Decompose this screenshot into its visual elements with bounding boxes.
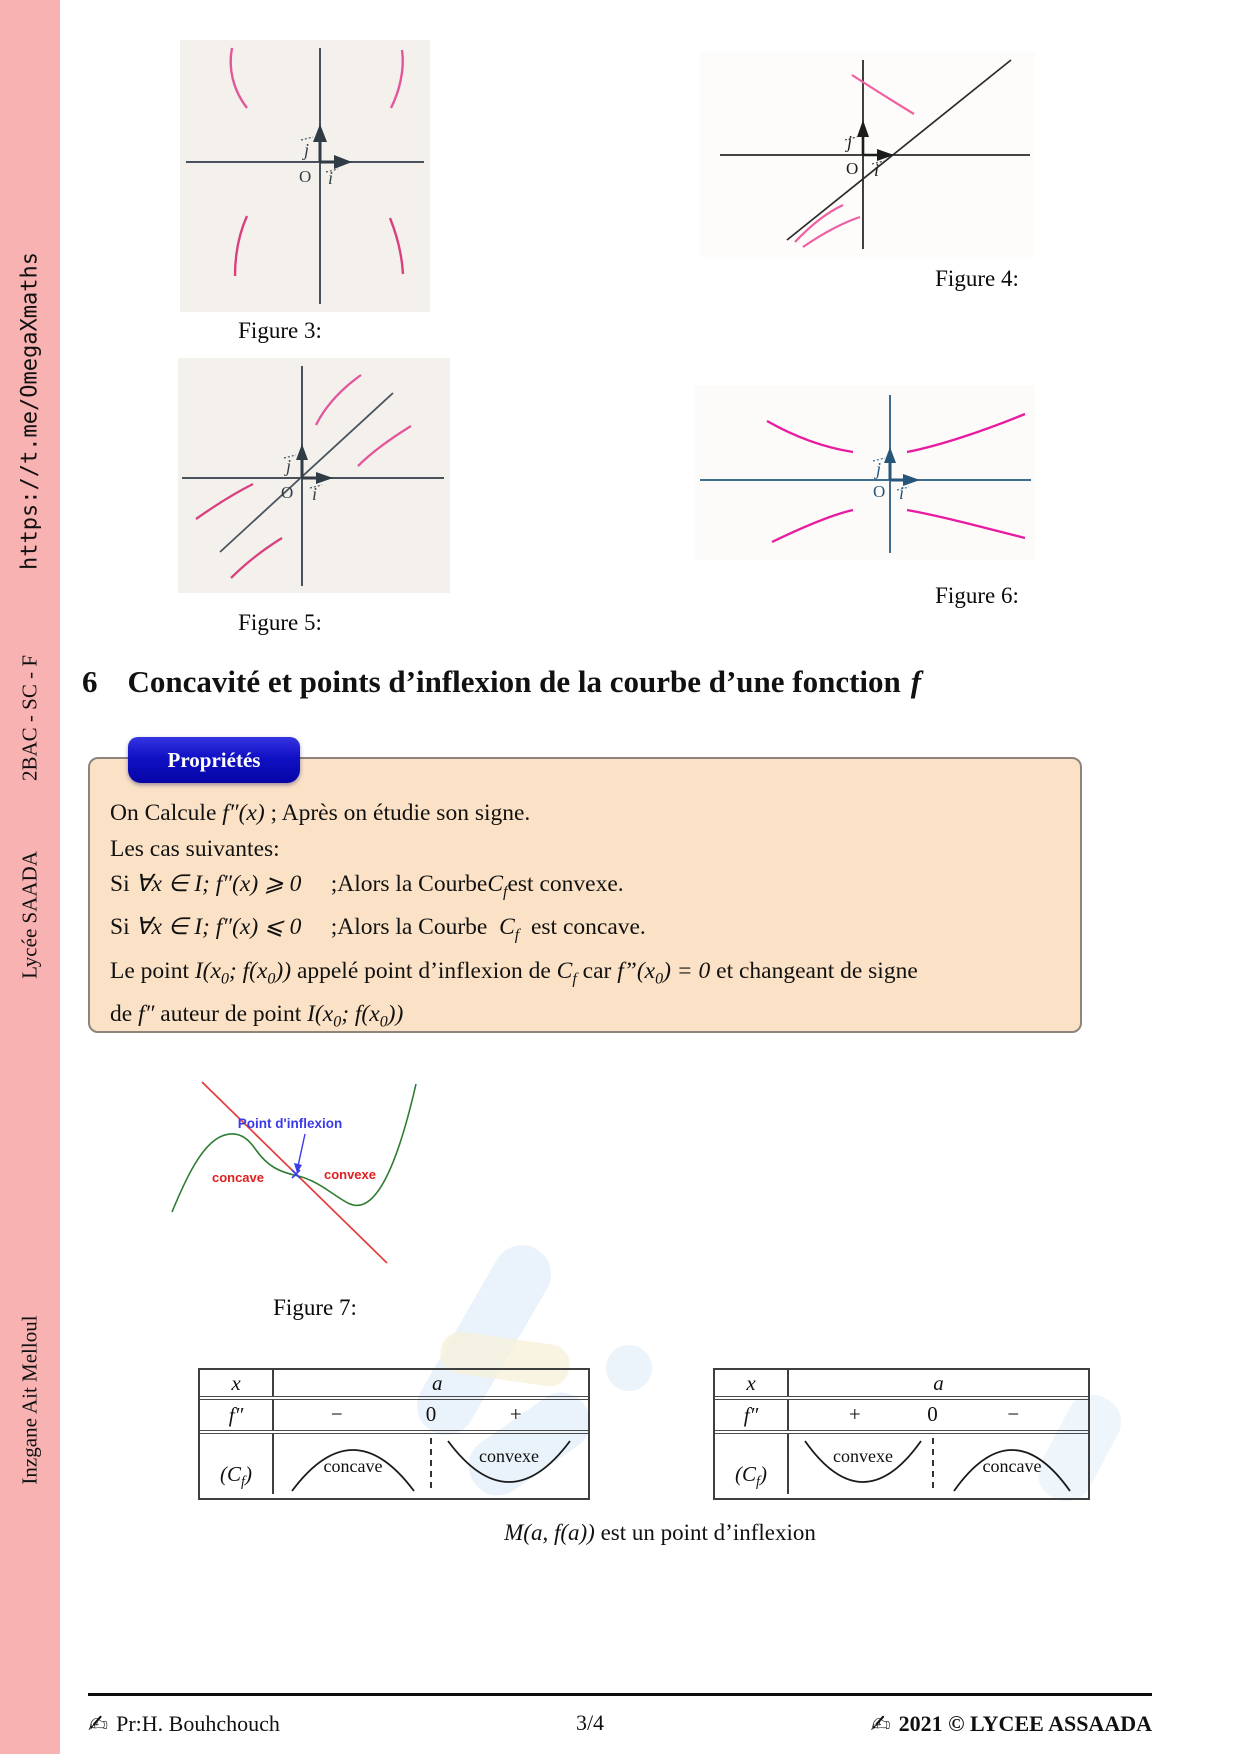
sign-zero: 0 bbox=[927, 1402, 938, 1426]
table-curve-header: $(C_f)$ bbox=[715, 1434, 789, 1494]
properties-line-1: On Calcule f″(x) ; Après on étudie son signe. bbox=[110, 800, 531, 826]
sidebar-class-info: 2BAC - SC - F bbox=[17, 654, 42, 782]
figure-4-caption: Figure 4: bbox=[935, 266, 1019, 291]
table-var-header: x bbox=[200, 1370, 274, 1396]
origin-label: O bbox=[873, 482, 886, 501]
properties-line-5: Le point $I(x_0$; $f(x_0)$) appelé point d’inflexion de $C_f$ car $f”(x_0) = 0$ et changeant de signe bbox=[110, 957, 918, 988]
figure-6-caption: Figure 6: bbox=[935, 583, 1019, 608]
j-axis-label: j bbox=[876, 459, 882, 479]
figure-5-plot bbox=[178, 358, 450, 593]
table-dashed-separator bbox=[430, 1438, 432, 1488]
table-var-header: x bbox=[715, 1370, 789, 1396]
sidebar-school-name: Lycée SAADA bbox=[17, 851, 42, 979]
sign-minus: − bbox=[330, 1402, 343, 1426]
section-title-math-f: f bbox=[910, 664, 922, 699]
pen-icon: ✍ bbox=[88, 1710, 109, 1738]
section-title: Concavité et points d’inflexion de la courbe d’une fonction bbox=[127, 664, 901, 699]
sidebar-city-name: Inzgane Ait Melloul bbox=[17, 1315, 42, 1485]
sign-minus: − bbox=[1007, 1402, 1020, 1426]
table-dashed-separator bbox=[932, 1438, 934, 1488]
figure-5-caption: Figure 5: bbox=[238, 610, 322, 635]
arc-label: concave bbox=[323, 1456, 383, 1476]
i-axis-label: i bbox=[874, 160, 880, 180]
sign-plus: + bbox=[509, 1402, 522, 1426]
variation-table-right bbox=[713, 1368, 1090, 1500]
inflexion-point-label: Point d'inflexion bbox=[237, 1116, 343, 1131]
watermark-shape bbox=[606, 1345, 652, 1391]
i-axis-label: i bbox=[312, 484, 318, 504]
properties-tab: Propriétés bbox=[128, 737, 300, 783]
footer-copyright-text: 2021 © LYCEE ASSAADA bbox=[898, 1711, 1152, 1736]
figure-6-plot bbox=[695, 385, 1035, 560]
i-axis-label: i bbox=[899, 483, 905, 503]
table-interval-value: a bbox=[432, 1371, 443, 1395]
properties-line-4: Si ∀x ∈ I; f″(x) ⩽ 0 ;Alors la Courbe $C_f$ est concave. bbox=[110, 914, 646, 945]
variation-table-left bbox=[198, 1368, 590, 1500]
footer-copyright bbox=[870, 1710, 1152, 1738]
table-curve-header: $(C_f)$ bbox=[200, 1434, 274, 1494]
footer-rule bbox=[88, 1693, 1152, 1696]
footer-author-name: Pr:H. Bouhchouch bbox=[116, 1711, 280, 1736]
convexe-label: convexe bbox=[323, 1167, 377, 1182]
figure-3-plot bbox=[180, 40, 430, 312]
origin-label: O bbox=[299, 167, 312, 186]
arc-label: convexe bbox=[833, 1446, 893, 1466]
concave-label: concave bbox=[211, 1170, 265, 1185]
figure-7-inflexion-plot bbox=[150, 1060, 470, 1285]
tables-caption: M(a, f(a)) est un point d’inflexion bbox=[504, 1520, 816, 1545]
properties-line-6: de f″ auteur de point $I(x_0$; $f(x_0)$) bbox=[110, 1001, 404, 1031]
section-number: 6 bbox=[82, 664, 98, 699]
i-axis-label: i bbox=[328, 168, 334, 188]
figure-7-caption: Figure 7: bbox=[273, 1295, 357, 1320]
footer-author bbox=[88, 1710, 280, 1738]
figure-4-plot bbox=[700, 52, 1035, 257]
arc-label: concave bbox=[982, 1456, 1042, 1476]
pen-icon: ✍ bbox=[870, 1710, 891, 1738]
page-number-text: 3/4 bbox=[575, 1710, 605, 1735]
arc-label: convexe bbox=[479, 1446, 539, 1466]
j-axis-label: j bbox=[304, 140, 310, 160]
sign-plus: + bbox=[848, 1402, 861, 1426]
sidebar bbox=[0, 0, 60, 1754]
table-fpp-header: f″ bbox=[200, 1400, 274, 1430]
footer-page-number bbox=[545, 1710, 635, 1736]
section-heading bbox=[82, 664, 921, 700]
table-interval-value: a bbox=[933, 1371, 944, 1395]
properties-content bbox=[110, 796, 1070, 1040]
sign-zero: 0 bbox=[425, 1402, 437, 1426]
origin-label: O bbox=[281, 483, 294, 502]
sidebar-telegram-link: https://t.me/OmegaXmaths bbox=[17, 252, 43, 570]
table-fpp-header: f″ bbox=[715, 1400, 789, 1430]
origin-label: O bbox=[846, 159, 859, 178]
j-axis-label: j bbox=[847, 132, 853, 152]
j-axis-label: j bbox=[286, 456, 292, 476]
properties-line-3: Si ∀x ∈ I; f″(x) ⩾ 0 ;Alors la CourbeC$_f$est convexe. bbox=[110, 871, 624, 901]
figure-3-caption: Figure 3: bbox=[238, 318, 322, 343]
properties-line-2: Les cas suivantes: bbox=[110, 835, 280, 862]
